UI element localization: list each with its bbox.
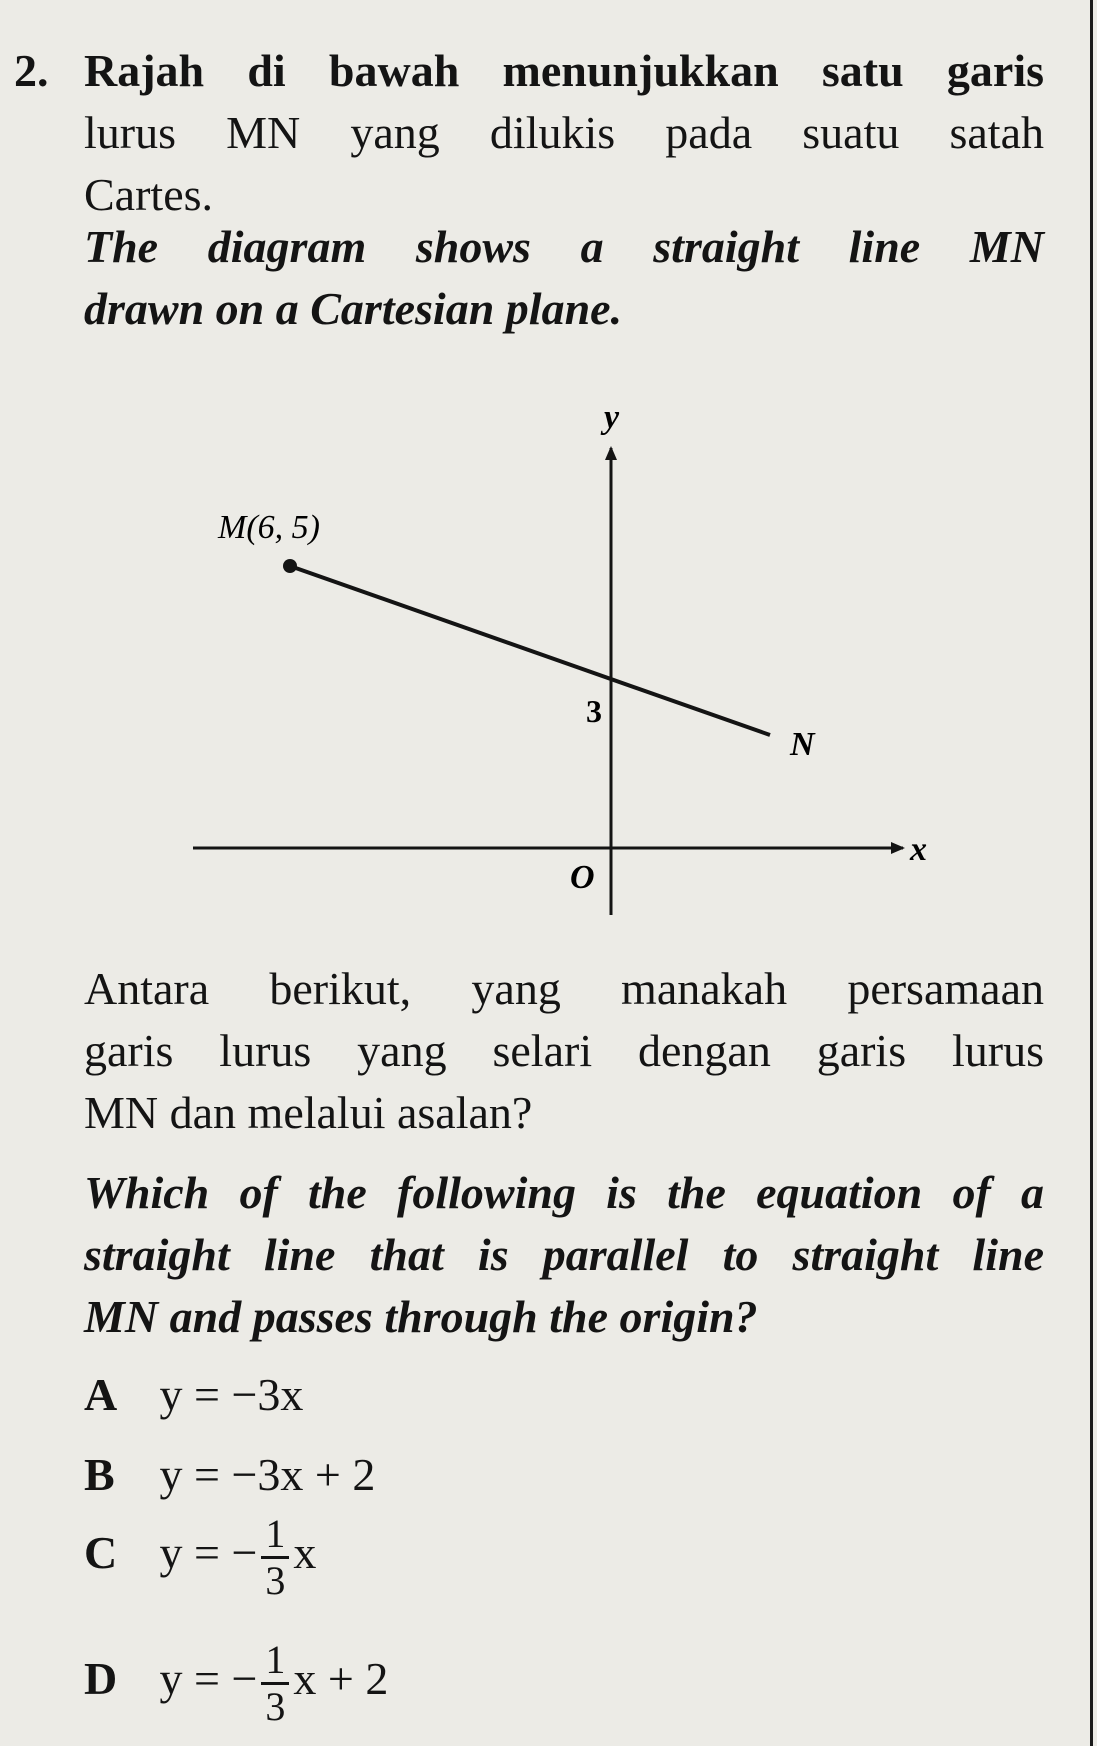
- question-number: 2.: [14, 45, 49, 96]
- option-b-letter: B: [84, 1449, 115, 1500]
- option-d-fraction: [261, 1638, 289, 1729]
- option-b[interactable]: [84, 1448, 375, 1501]
- option-b-equation: y = −3x + 2: [159, 1449, 376, 1500]
- prompt-malay-line-1: Antara berikut, yang manakah persamaan: [84, 963, 1044, 1014]
- point-n-label: N: [790, 726, 815, 763]
- intro-english-line-1: The diagram shows a straight line MN: [84, 221, 1044, 272]
- x-axis-label: x: [910, 831, 927, 868]
- option-d-rhs: x + 2: [293, 1653, 389, 1705]
- prompt-malay-line-3: MN dan melalui asalan?: [84, 1087, 533, 1138]
- option-a-equation: y = −3x: [159, 1369, 304, 1420]
- y-intercept-label: 3: [586, 693, 602, 729]
- intro-malay-line-3: Cartes.: [84, 169, 214, 220]
- option-c-denominator: 3: [265, 1558, 286, 1603]
- option-c-fraction: [261, 1512, 289, 1603]
- intro-malay-line-2: lurus MN yang dilukis pada suatu satah: [84, 107, 1044, 158]
- prompt-malay-line-2: garis lurus yang selari dengan garis lurus: [84, 1025, 1044, 1076]
- point-m-label: M(6, 5): [218, 509, 320, 546]
- option-d-denominator: 3: [265, 1684, 286, 1729]
- option-d-letter: D: [84, 1653, 118, 1705]
- option-d[interactable]: [84, 1638, 388, 1729]
- option-a-letter: A: [84, 1369, 118, 1420]
- line-mn: [290, 566, 770, 735]
- option-c-numerator: 1: [261, 1512, 289, 1559]
- option-d-numerator: 1: [261, 1638, 289, 1685]
- option-c-letter: C: [84, 1527, 118, 1579]
- point-m-dot: [283, 559, 297, 573]
- option-a[interactable]: [84, 1368, 303, 1421]
- prompt-english-line-1: Which of the following is the equation of a: [84, 1167, 1044, 1218]
- intro-malay-line-1: Rajah di bawah menunjukkan satu garis: [84, 45, 1044, 96]
- option-c-lhs: y = −: [159, 1527, 258, 1579]
- y-axis-label: y: [604, 399, 620, 436]
- prompt-english-line-3: MN and passes through the origin?: [84, 1291, 758, 1342]
- option-c-rhs: x: [293, 1527, 317, 1579]
- option-c[interactable]: [84, 1512, 316, 1603]
- option-d-lhs: y = −: [159, 1653, 258, 1705]
- prompt-english-line-2: straight line that is parallel to straight line: [84, 1229, 1044, 1280]
- prompt-malay: [84, 958, 1044, 1144]
- origin-label: O: [570, 859, 595, 896]
- intro-english-line-2: drawn on a Cartesian plane.: [84, 283, 623, 334]
- prompt-english: [84, 1162, 1044, 1348]
